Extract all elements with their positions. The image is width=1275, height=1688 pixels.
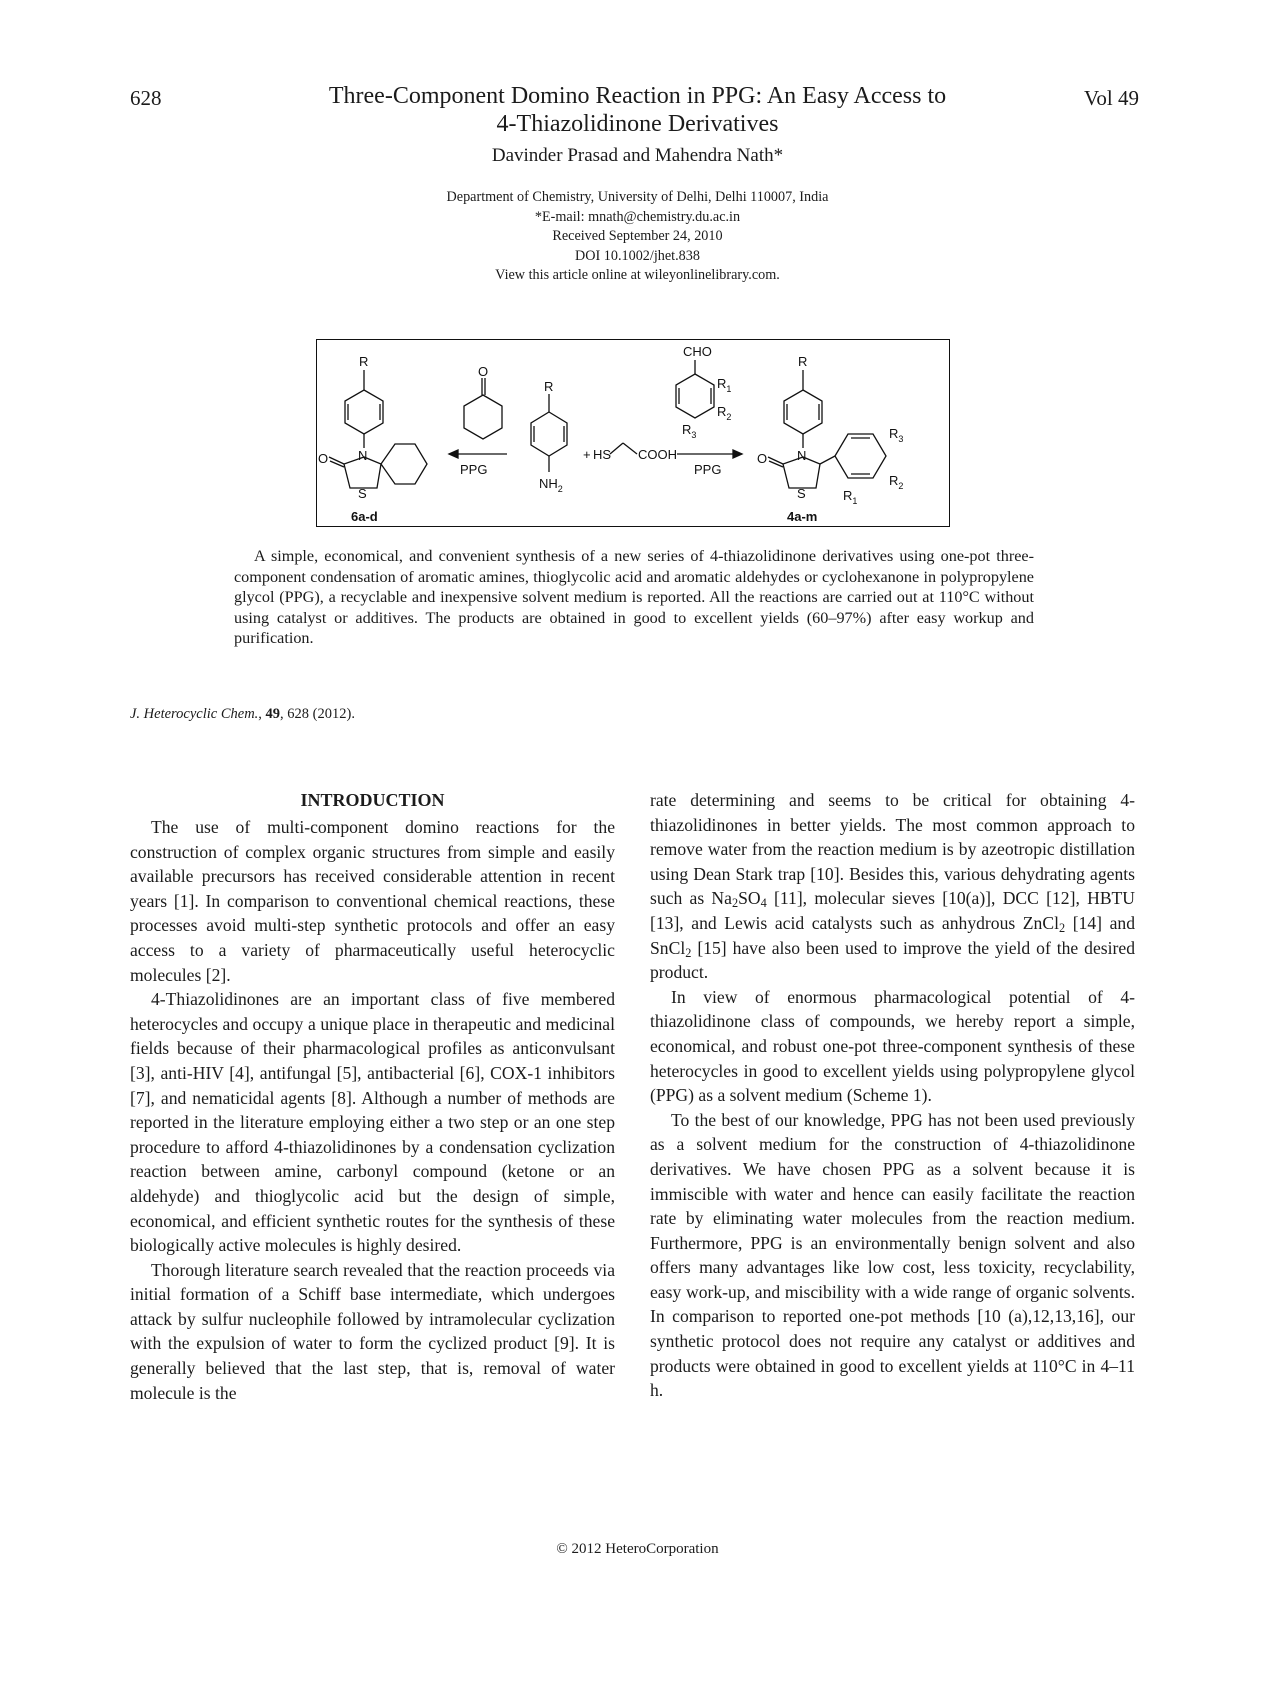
cooh-label: COOH (638, 447, 677, 462)
title-line-1: Three-Component Domino Reaction in PPG: An Easy Access to (328, 83, 947, 109)
article-title (260, 82, 1015, 138)
paragraph-5: In view of enormous pharmacological potential of 4-thiazolidinone class of compounds, we hereby report a simple, economical, and robust one-pot three-component synthesis of these heterocycles in good to excellent yields using polypropylene glycol (PPG) as a solvent medium (Scheme 1). (650, 986, 1135, 1106)
scheme-label-n: N (797, 448, 807, 463)
r3-label: $R_3$ (682, 422, 697, 440)
received-date: Received September 24, 2010 (552, 228, 723, 245)
plus-sign: + (583, 447, 591, 462)
ppg-label-right: PPG (694, 462, 722, 477)
ppg-label-left: PPG (460, 462, 488, 477)
product-r3-label: $R_3$ (889, 426, 904, 444)
left-column (130, 788, 615, 1405)
r2-label: $R_2$ (717, 404, 732, 422)
volume-label: Vol 49 (1083, 86, 1139, 110)
paragraph-1: The use of multi-component domino reactions for the construction of complex organic structures from simple and easily available precursors has received considerable attention in recent years [1]. In comparison to conventional chemical reactions, these processes avoid multi-step synthetic protocols and offer an easy access to a variety of pharmaceutically useful heterocyclic molecules [2]. (130, 817, 615, 985)
journal-volume: 49 (265, 706, 281, 722)
product-r1-label: $R_1$ (843, 488, 858, 506)
scheme-label-r: R (544, 379, 554, 394)
authors: Davinder Prasad and Mahendra Nath* (491, 145, 784, 166)
scheme-label-s: S (358, 486, 367, 501)
product-r2-label: $R_2$ (889, 473, 904, 491)
scheme-label-s: S (797, 486, 806, 501)
page-number: 628 (130, 86, 162, 110)
scheme-label-o: O (757, 451, 768, 466)
copyright-footer: © 2012 HeteroCorporation (556, 1541, 719, 1557)
right-column (650, 788, 1135, 1403)
abstract: A simple, economical, and convenient synthesis of a new series of 4-thiazolidinone derivatives using one-pot three-component condensation of aromatic amines, thioglycolic acid and aromatic aldehydes or cyclohexanone in polypropylene glycol (PPG), a recyclable and inexpensive solvent medium is reported. All the reactions are carried out at 110°C without using catalyst or additives. The products are obtained in good to excellent yields (60–97%) after easy workup and purification. (234, 547, 1034, 647)
title-line-2: 4-Thiazolidinone Derivatives (496, 111, 779, 137)
doi-line[interactable]: DOI 10.1002/jhet.838 (575, 247, 700, 264)
section-heading: INTRODUCTION (300, 790, 445, 810)
affiliation-block (300, 188, 975, 286)
paragraph-3: Thorough literature search revealed that the reaction proceeds via initial formation of a Schiff base intermediate, which undergoes attack by sulfur nucleophile followed by intramolecular cyclization with the expulsion of water to form the cyclized product [9]. It is generally believed that the last step, that is, removal of water molecule is the (130, 1259, 615, 1403)
reaction-scheme (316, 339, 950, 527)
department: Department of Chemistry, University of Delhi, Delhi 110007, India (446, 189, 829, 205)
scheme-label-o: O (318, 451, 329, 466)
journal-name: J. Heterocyclic Chem. (130, 706, 259, 722)
r1-label: $R_1$ (717, 376, 732, 394)
cho-label: CHO (683, 344, 712, 359)
scheme-label-r: R (359, 354, 369, 369)
paragraph-6: To the best of our knowledge, PPG has not been used previously as a solvent medium for the construction of 4-thiazolidinone derivatives. We have chosen PPG as a solvent because it is immiscible with water and hence can easily facilitate the reaction rate by eliminating water molecules from the reaction medium. Furthermore, PPG is an environmentally benign solvent and also offers many advantages like low cost, less toxicity, recyclability, easy work-up, and miscibility with a wide range of organic solvents. In comparison to reported one-pot methods [10 (a),12,13,16], our synthetic protocol does not require any catalyst or additives and products were obtained in good to excellent yields at 110°C in 4–11 h. (650, 1109, 1135, 1401)
email-line[interactable]: *E-mail: mnath@chemistry.du.ac.in (534, 208, 741, 225)
paragraph-2: 4-Thiazolidinones are an important class of five membered heterocycles and occupy a unique place in therapeutic and medicinal fields because of their pharmacological profiles as anticonvulsant [3], anti-HIV [4], antifungal [5], antibacterial [6], COX-1 inhibitors [7], and nematicidal agents [8]. Although a number of methods are reported in the literature employing either a two step or an one step procedure to afford 4-thiazolidinones by a condensation cyclization reaction between amine, carbonyl compound (ketone or an aldehyde) and thioglycolic acid but the design of simple, economical, and efficient synthetic routes for the synthesis of these biologically active molecules is highly desired. (130, 989, 615, 1256)
scheme-label-n: N (358, 448, 368, 463)
amine-label: $NH_2$ (539, 476, 563, 494)
compound-label-left: 6a-d (351, 509, 378, 524)
paragraph-4: rate determining and seems to be critical for obtaining 4-thiazolidinones in better yields. The most common approach to remove water from the reaction medium is by azeotropic distillation using Dean Stark trap [10]. Besides this, various dehydrating agents such as $Na_2SO_4$ [11], molecular sieves [10(a)], DCC [12], HBTU [13], and Lewis acid catalysts such as anhydrous ZnCl$_2$ [14] and SnCl$_2$ [15] have also been used to improve the yield of the desired product. (650, 790, 1136, 983)
scheme-label-r: R (798, 354, 808, 369)
compound-label-right: 4a-m (787, 509, 818, 524)
hs-label: HS (593, 447, 612, 462)
scheme-label-o: O (478, 364, 489, 379)
reaction-scheme-graphic (317, 340, 951, 528)
online-link[interactable]: View this article online at wileyonlinelibrary.com. (495, 267, 780, 284)
journal-citation: J. Heterocyclic Chem., 49, 628 (2012). (130, 706, 355, 722)
